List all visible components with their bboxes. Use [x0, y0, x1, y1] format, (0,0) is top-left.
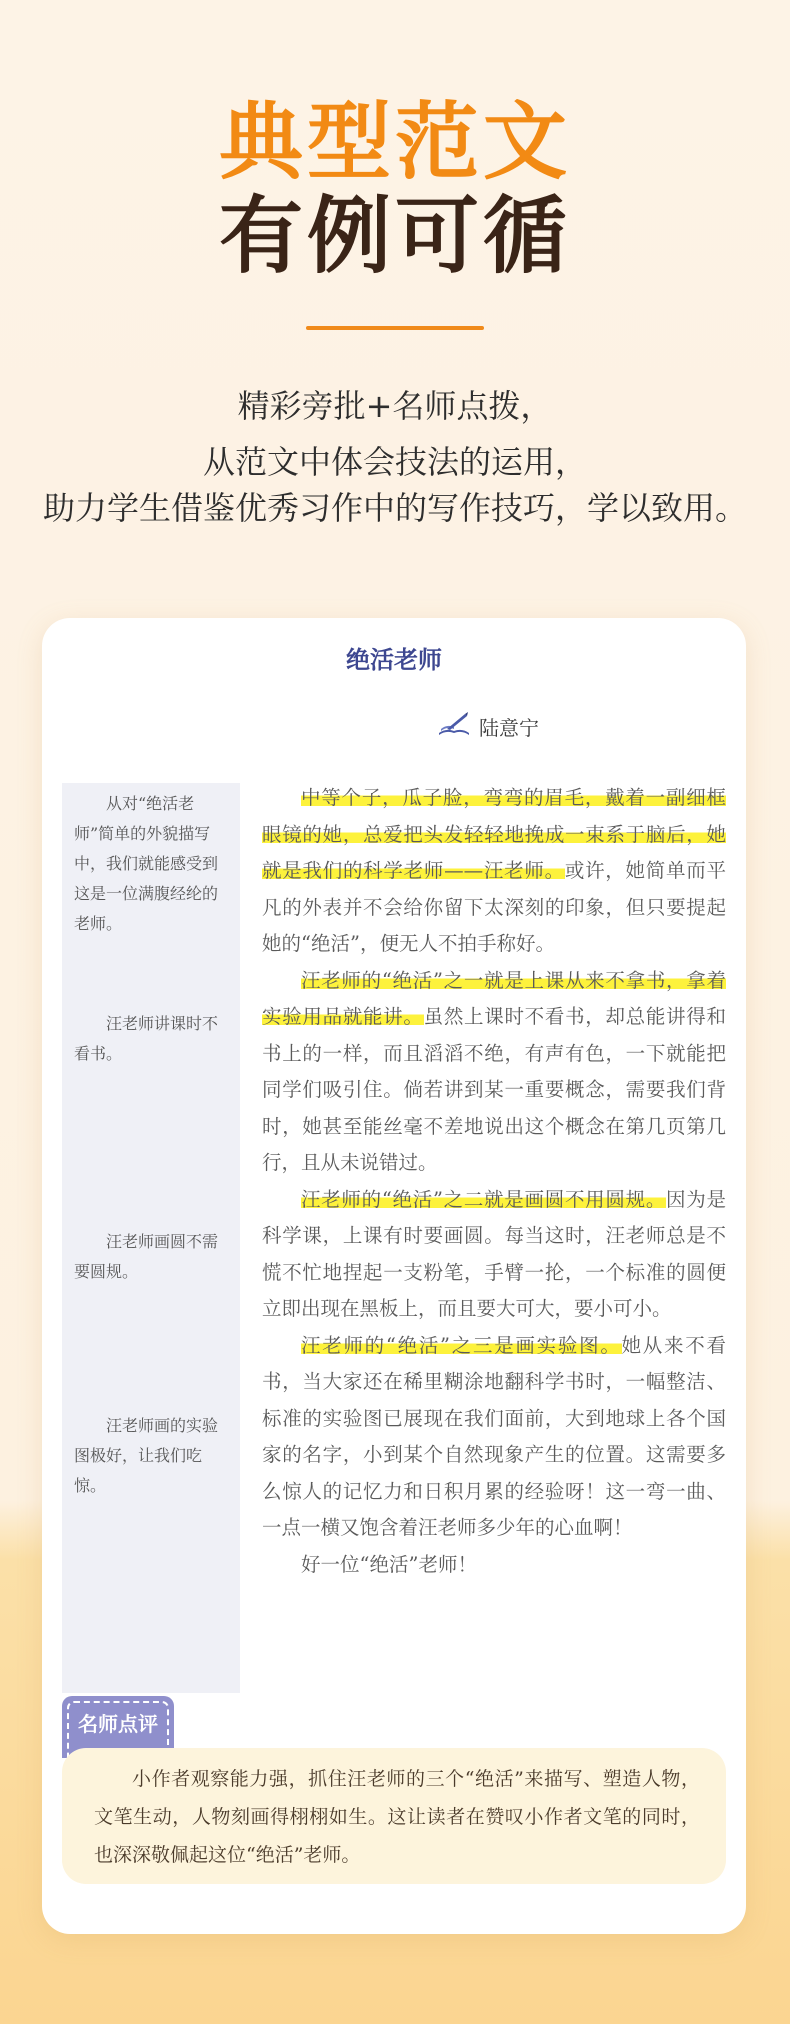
sample-essay-card [42, 618, 746, 1934]
review-box [62, 1748, 726, 1884]
highlighted-sentence: 汪老师的“绝活”之三是画实验图。 [301, 1333, 622, 1357]
hero-description-line-2: 从范文中体会技法的运用， [202, 443, 587, 481]
paragraph-text: 或许，她简单而平凡的外表并不会给你留下太深刻的印象，但只要提起她的“绝活”，便无人不拍手称好。 [262, 859, 726, 955]
side-note: 汪老师画圆不需要圆规。 [74, 1232, 219, 1281]
essay-paragraph [262, 1182, 726, 1328]
essay-paragraph [262, 963, 726, 1182]
quill-book-icon [437, 711, 471, 741]
side-notes-column [62, 783, 240, 1693]
hero-divider [306, 326, 484, 330]
paragraph-text: 她从来不看书，当大家还在稀里糊涂地翻科学书时，一幅整洁、标准的实验图已展现在我们面前，大到地球上各个国家的名字，小到某个自然现象产生的位置。这需要多么惊人的记忆力和日积月累的经验呀！这一弯一曲、一点一横又饱含着汪老师多少年的心血啊！ [262, 1333, 726, 1539]
essay-body [262, 780, 726, 1583]
author-row [437, 710, 539, 742]
essay-paragraph [262, 780, 726, 963]
highlighted-sentence: 汪老师的“绝活”之二就是画圆不用圆规。 [301, 1187, 667, 1211]
essay-closing-paragraph [262, 1547, 726, 1584]
author-name: 陆意宁 [479, 715, 539, 740]
essay-paragraph [262, 1328, 726, 1547]
hero-title-primary: 典型范文 [218, 93, 571, 191]
side-note: 从对“绝活老师”简单的外貌描写中，我们就能感受到这是一位满腹经纶的老师。 [74, 794, 219, 933]
essay-title: 绝活老师 [346, 645, 442, 674]
side-note: 汪老师讲课时不看书。 [74, 1014, 219, 1063]
review-tab-label: 名师点评 [78, 1712, 158, 1736]
review-text: 小作者观察能力强，抓住汪老师的三个“绝活”来描写、塑造人物，文笔生动，人物刻画得栩栩如生。这让读者在赞叹小作者文笔的同时，也深深敬佩起这位“绝活”老师。 [94, 1768, 700, 1866]
paragraph-text: 虽然上课时不看书，却总能讲得和书上的一样，而且滔滔不绝，有声有色，一下就能把同学们吸引住。倘若讲到某一重要概念，需要我们背时，她甚至能丝毫不差地说出这个概念在第几页第几行，且从未说错过。 [262, 1005, 726, 1174]
highlighted-sentence: 汪老师的“绝活”之一就是上课从来不拿书，拿着实验用品就能讲。 [262, 968, 726, 1028]
hero-description-line-1: 精彩旁批+名师点拨， [237, 387, 553, 425]
highlighted-sentence: 中等个子，瓜子脸，弯弯的眉毛，戴着一副细框眼镜的她，总爱把头发轻轻地挽成一束系于脑后，她就是我们的科学老师——汪老师。 [262, 786, 726, 882]
paragraph-text: 好一位“绝活”老师！ [301, 1552, 477, 1576]
side-note: 汪老师画的实验图极好，让我们吃惊。 [74, 1416, 219, 1495]
hero-description-line-3: 助力学生借鉴优秀习作中的写作技巧，学以致用。 [42, 489, 747, 527]
hero-title-secondary: 有例可循 [218, 187, 571, 285]
paragraph-text: 因为是科学课，上课有时要画圆。每当这时，汪老师总是不慌不忙地捏起一支粉笔，手臂一抡，一个标准的圆便立即出现在黑板上，而且要大可大，要小可小。 [262, 1187, 726, 1320]
